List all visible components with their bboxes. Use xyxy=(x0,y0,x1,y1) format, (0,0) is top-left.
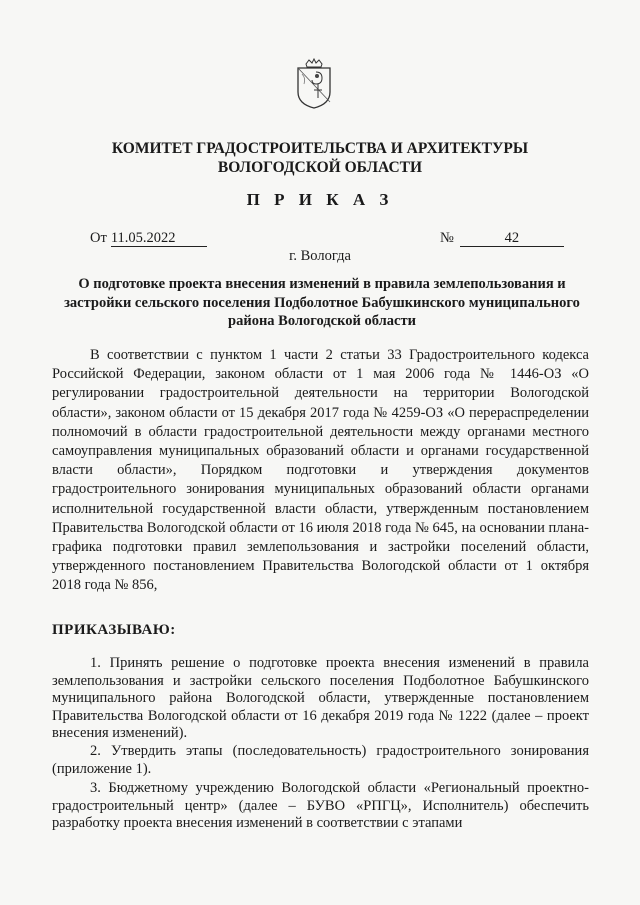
clause-3: 3. Бюджетному учреждению Вологодской области «Региональный проектно-градостроительный центр» (далее – БУВО «РПГЦ», Исполнитель) обеспечить разработку проекта внесения изменений в соответствии с этапами xyxy=(52,780,589,832)
clauses-list xyxy=(52,655,589,833)
date-value: 11.05.2022 xyxy=(111,230,207,247)
number-label: № xyxy=(440,230,454,246)
coat-of-arms-icon xyxy=(292,58,336,110)
date-label: От xyxy=(90,230,107,246)
preamble-paragraph: В соответствии с пунктом 1 части 2 статьи 33 Градостроительного кодекса Российской Федерации, законом области от 1 мая 2006 года № 1446-ОЗ «О регулировании градостроительной деятельности на территории Вологодской области», законом области от 15 декабря 2017 года № 4259-ОЗ «О перераспределении полномочий в области градостроительной деятельности между органами местного самоуправления муниципальных образований области и органами государственной власти области», Порядком подготовки и утверждения документов градостроительного зонирования муниципальных образований области органами исполнительной государственной власти области, утвержденным постановлением Правительства Вологодской области от 16 июля 2018 года № 645, на основании плана-графика подготовки правил землепользования и застройки поселений области, утвержденного постановлением Правительства Вологодской области от 1 октября 2018 года № 856, xyxy=(52,347,589,594)
document-subject: О подготовке проекта внесения изменений в правила землепользования и застройки сельского поселения Подболотное Бабушкинского муниципального района Вологодской области xyxy=(64,276,580,329)
city: г. Вологда xyxy=(289,248,351,264)
number-row xyxy=(440,230,564,247)
clause-2: 2. Утвердить этапы (последовательность) градостроительного зонирования (приложение 1). xyxy=(52,742,589,777)
date-row xyxy=(90,230,207,247)
document-type: П Р И К А З xyxy=(246,190,394,209)
clause-1: 1. Принять решение о подготовке проекта внесения изменений в правила землепользования и застройки сельского поселения Подболотное Бабушкинского муниципального района Вологодской области, утвержденные постановлением Правительства Вологодской области от 16 декабря 2019 года № 1222 (далее – проект внесения изменений). xyxy=(52,655,589,742)
issuing-authority xyxy=(0,139,640,177)
authority-line-1: КОМИТЕТ ГРАДОСТРОИТЕЛЬСТВА И АРХИТЕКТУРЫ xyxy=(111,140,529,157)
authority-line-2: ВОЛОГОДСКОЙ ОБЛАСТИ xyxy=(217,159,423,176)
decree-heading: ПРИКАЗЫВАЮ: xyxy=(52,622,176,638)
number-value: 42 xyxy=(460,230,564,247)
